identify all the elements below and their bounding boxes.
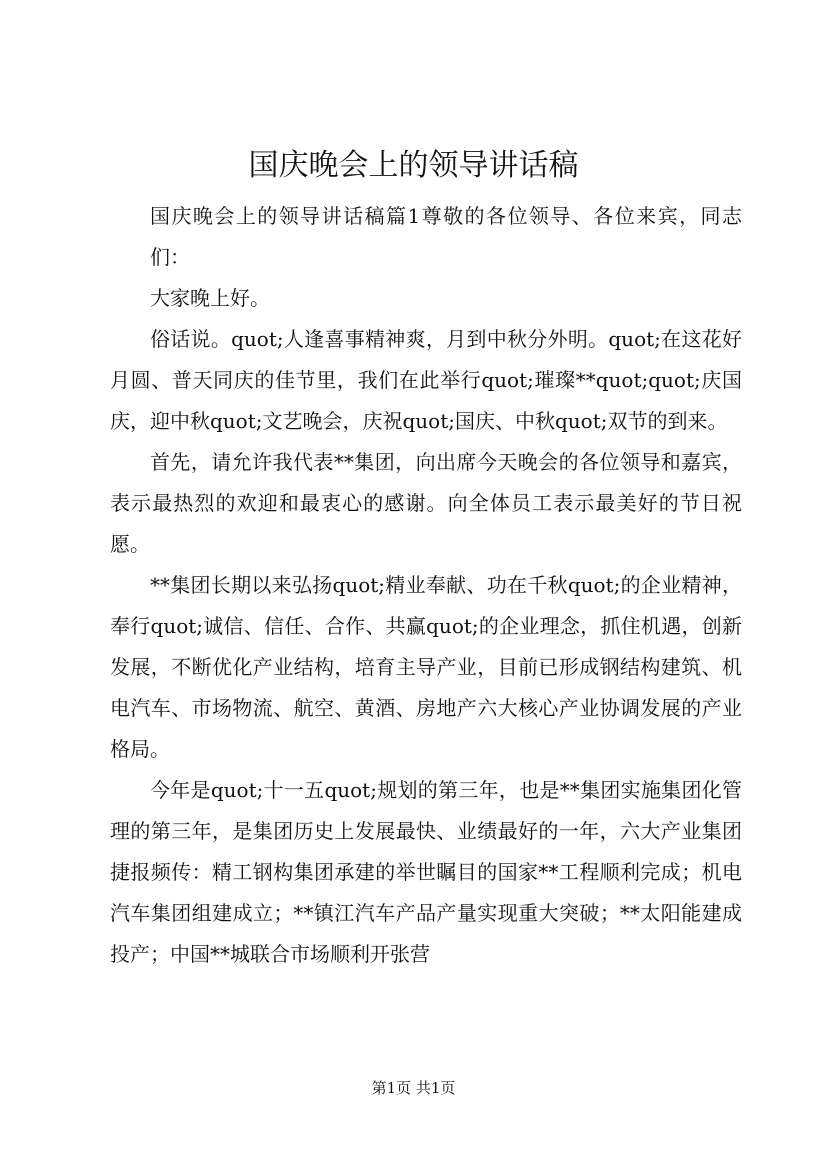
opening-paragraph: 国庆晚会上的领导讲话稿篇1尊敬的各位领导、各位来宾，同志们： bbox=[150, 204, 742, 269]
page-footer bbox=[0, 1078, 827, 1098]
welcome-paragraph: 首先，请允许我代表**集团，向出席今天晚会的各位领导和嘉宾，表示最热烈的欢迎和最衷心的感谢。向全体员工表示最美好的节日祝愿。 bbox=[110, 450, 742, 556]
achievements-paragraph: 今年是quot;十一五quot;规划的第三年，也是**集团实施集团化管理的第三年，是集团历史上发展最快、业绩最好的一年，六大产业集团捷报频传：精工钢构集团承建的举世瞩目的国家**工程顺利完成；机电汽车集团组建成立；**镇江汽车产品产量实现重大突破；**太阳能建成投产；中国**城联合市场顺利开张营 bbox=[110, 778, 742, 966]
group-spirit-paragraph: **集团长期以来弘扬quot;精业奉献、功在千秋quot;的企业精神，奉行quot;诚信、信任、合作、共赢quot;的企业理念，抓住机遇，创新发展，不断优化产业结构，培育主导产业，目前已形成钢结构建筑、机电汽车、市场物流、航空、黄酒、房地产六大核心产业协调发展的产业格局。 bbox=[110, 573, 742, 761]
document-body bbox=[110, 196, 742, 975]
proverb-paragraph: 俗话说。quot;人逢喜事精神爽，月到中秋分外明。quot;在这花好月圆、普天同庆的佳节里，我们在此举行quot;璀璨**quot;quot;庆国庆，迎中秋quot;文艺晚会，庆祝quot;国庆、中秋quot;双节的到来。 bbox=[110, 327, 742, 433]
page-number-label: 第1页 共1页 bbox=[371, 1079, 456, 1097]
document-title: 国庆晚会上的领导讲话稿 bbox=[248, 148, 579, 183]
greeting-paragraph: 大家晚上好。 bbox=[150, 286, 270, 310]
